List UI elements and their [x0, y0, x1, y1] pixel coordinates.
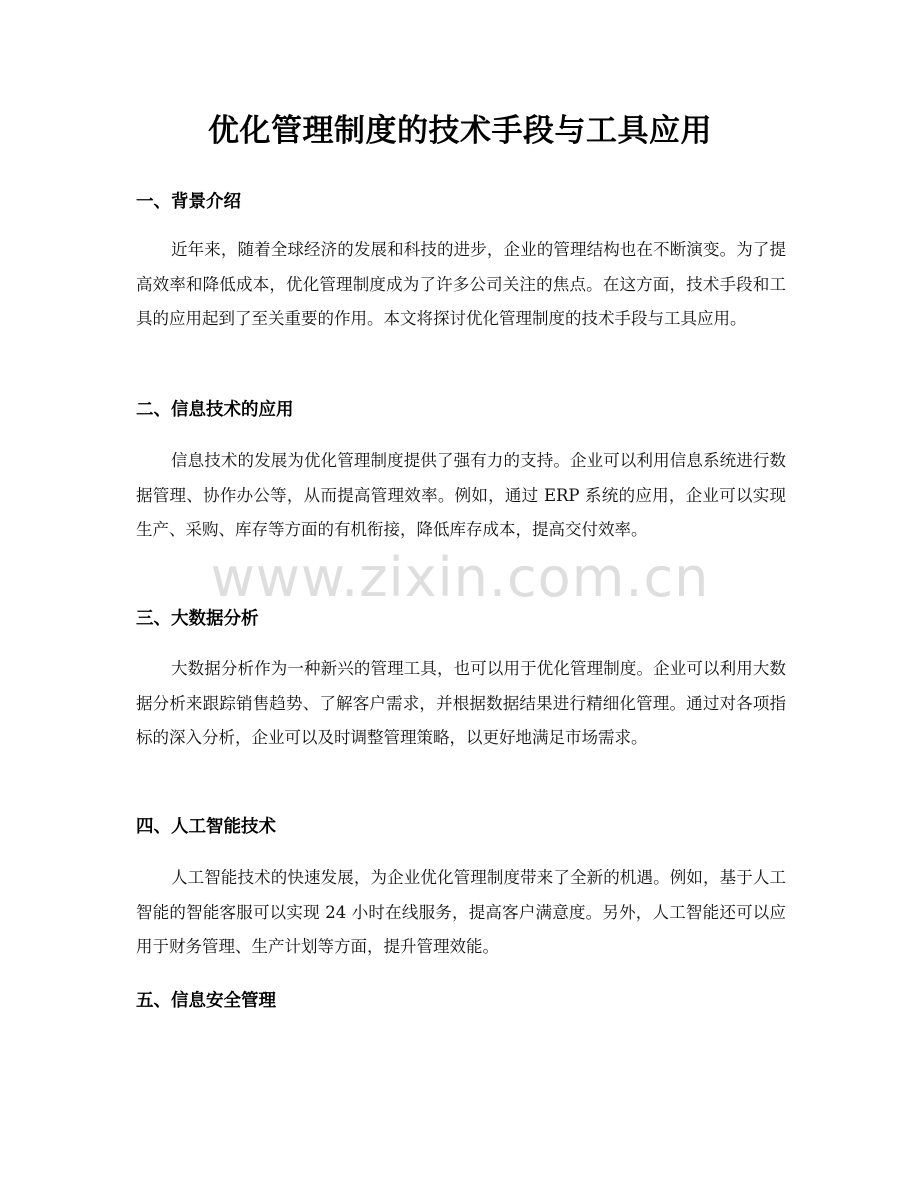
watermark-text: www.zixin.com.cn	[210, 546, 710, 609]
section-heading-information-technology: 二、信息技术的应用	[136, 400, 294, 420]
document-title: 优化管理制度的技术手段与工具应用	[208, 113, 712, 149]
section-paragraph-big-data: 大数据分析作为一种新兴的管理工具，也可以用于优化管理制度。企业可以利用大数据分析来跟踪销售趋势、了解客户需求，并根据数据结果进行精细化管理。通过对各项指标的深入分析，企业可以及时调整管理策略，以更好地满足市场需求。	[136, 659, 786, 747]
section-heading-information-security: 五、信息安全管理	[136, 991, 276, 1011]
section-heading-big-data: 三、大数据分析	[136, 609, 259, 629]
section-heading-background: 一、背景介绍	[136, 192, 241, 212]
section-paragraph-background: 近年来，随着全球经济的发展和科技的进步，企业的管理结构也在不断演变。为了提高效率和降低成本，优化管理制度成为了许多公司关注的焦点。在这方面，技术手段和工具的应用起到了至关重要的作用。本文将探讨优化管理制度的技术手段与工具应用。	[136, 240, 786, 328]
section-paragraph-information-technology: 信息技术的发展为优化管理制度提供了强有力的支持。企业可以利用信息系统进行数据管理、协作办公等，从而提高管理效率。例如，通过 ERP 系统的应用，企业可以实现生产、采购、库存等方面的有机衔接，降低库存成本，提高交付效率。	[136, 451, 786, 539]
section-paragraph-artificial-intelligence: 人工智能技术的快速发展，为企业优化管理制度带来了全新的机遇。例如，基于人工智能的智能客服可以实现 24 小时在线服务，提高客户满意度。另外，人工智能还可以应用于财务管理、生产计划等方面，提升管理效能。	[136, 868, 786, 956]
section-heading-artificial-intelligence: 四、人工智能技术	[136, 817, 276, 837]
